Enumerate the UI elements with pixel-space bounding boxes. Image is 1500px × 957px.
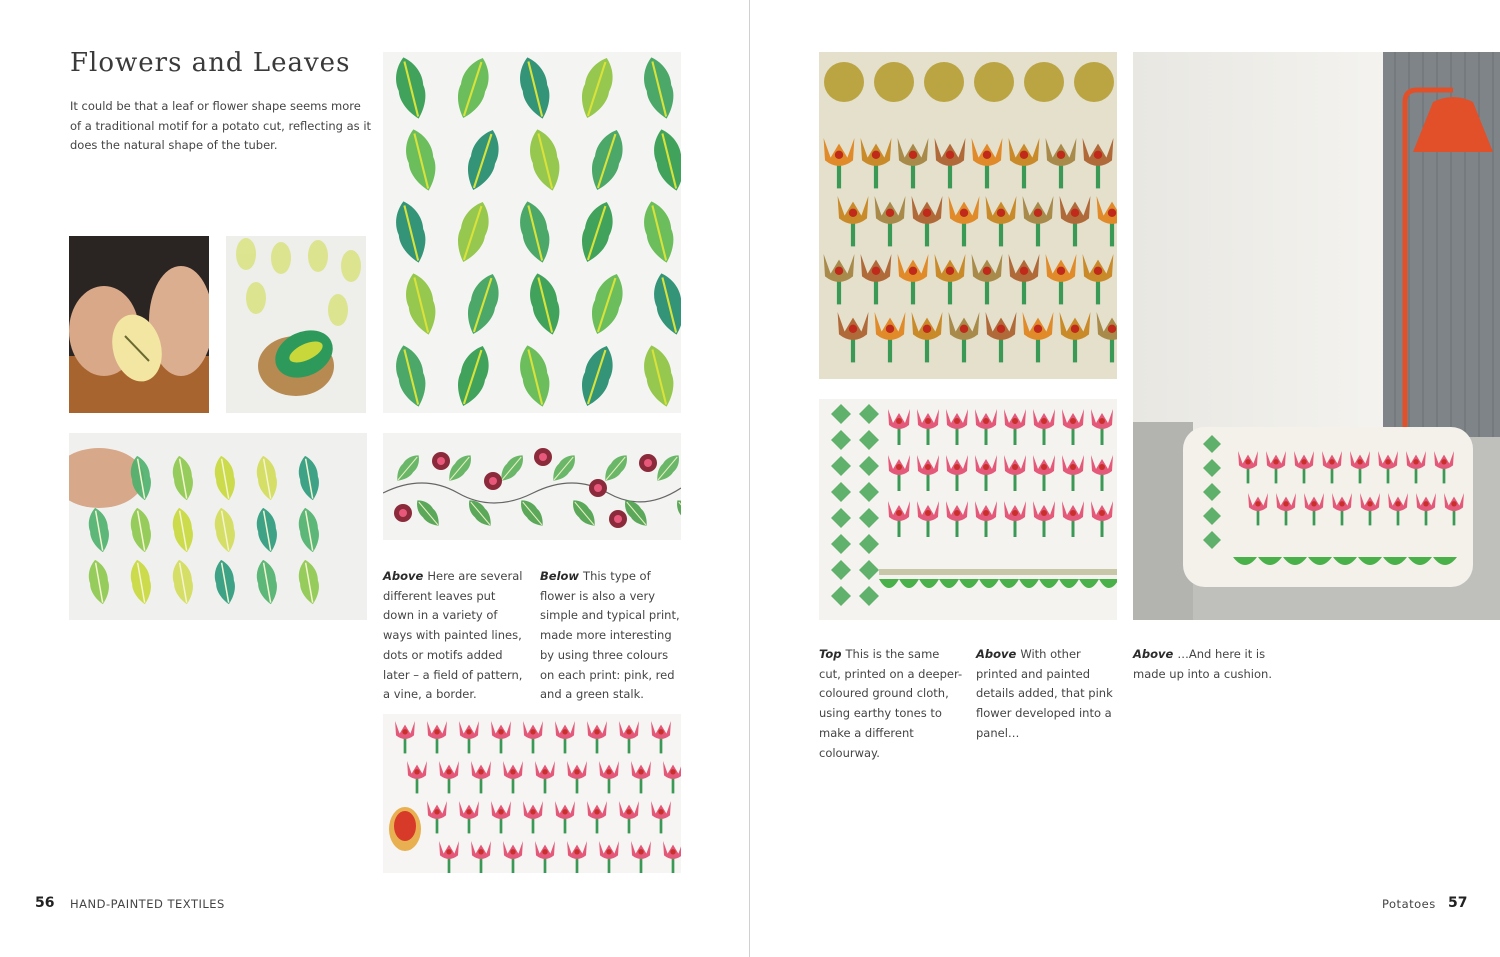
caption-text: Here are several different leaves put down in a variety of ways with painted lines, dots or motifs added later – a field of pattern, a vine, a border.	[383, 569, 523, 702]
caption-text: This type of flower is also a very simple and typical print, made more interesting by using three colours on each print: pink, red and a green stalk.	[540, 569, 680, 702]
caption-label: Above	[1133, 647, 1174, 661]
caption-label: Top	[819, 647, 842, 661]
photo-flower-panel	[819, 399, 1117, 620]
page-gutter	[749, 0, 750, 957]
photo-printing-leaves	[69, 433, 367, 620]
running-head-left: HAND-PAINTED TEXTILES	[70, 897, 225, 911]
caption-top	[819, 645, 964, 763]
photo-pink-flower-print	[383, 714, 681, 873]
running-head-right: Potatoes	[1382, 897, 1436, 911]
caption-label: Below	[540, 569, 580, 583]
caption-label: Above	[383, 569, 424, 583]
photo-earthy-colourway	[819, 52, 1117, 379]
caption-label: Above	[976, 647, 1017, 661]
caption-flower	[540, 567, 685, 705]
caption-leaves	[383, 567, 528, 705]
caption-text: With other printed and painted details added, that pink flower developed into a panel…	[976, 647, 1113, 740]
page-number-left: 56	[35, 895, 55, 911]
intro-paragraph: It could be that a leaf or flower shape seems more of a traditional motif for a potato cut, reflecting as it does the natural shape of the tuber.	[70, 99, 372, 153]
page-title: Flowers and Leaves	[70, 48, 351, 78]
caption-text: …And here it is made up into a cushion.	[1133, 647, 1272, 681]
caption-text: This is the same cut, printed on a deeper-coloured ground cloth, using earthy tones to make a different colourway.	[819, 647, 963, 760]
caption-panel	[976, 645, 1121, 744]
photo-vine-border	[383, 433, 681, 540]
photo-leaf-print	[383, 52, 681, 413]
page-number-right: 57	[1448, 895, 1468, 911]
caption-cushion	[1133, 645, 1278, 684]
photo-cushion-room	[1133, 52, 1500, 620]
photo-inked-potato	[226, 236, 366, 413]
photo-cutting-potato	[69, 236, 209, 413]
